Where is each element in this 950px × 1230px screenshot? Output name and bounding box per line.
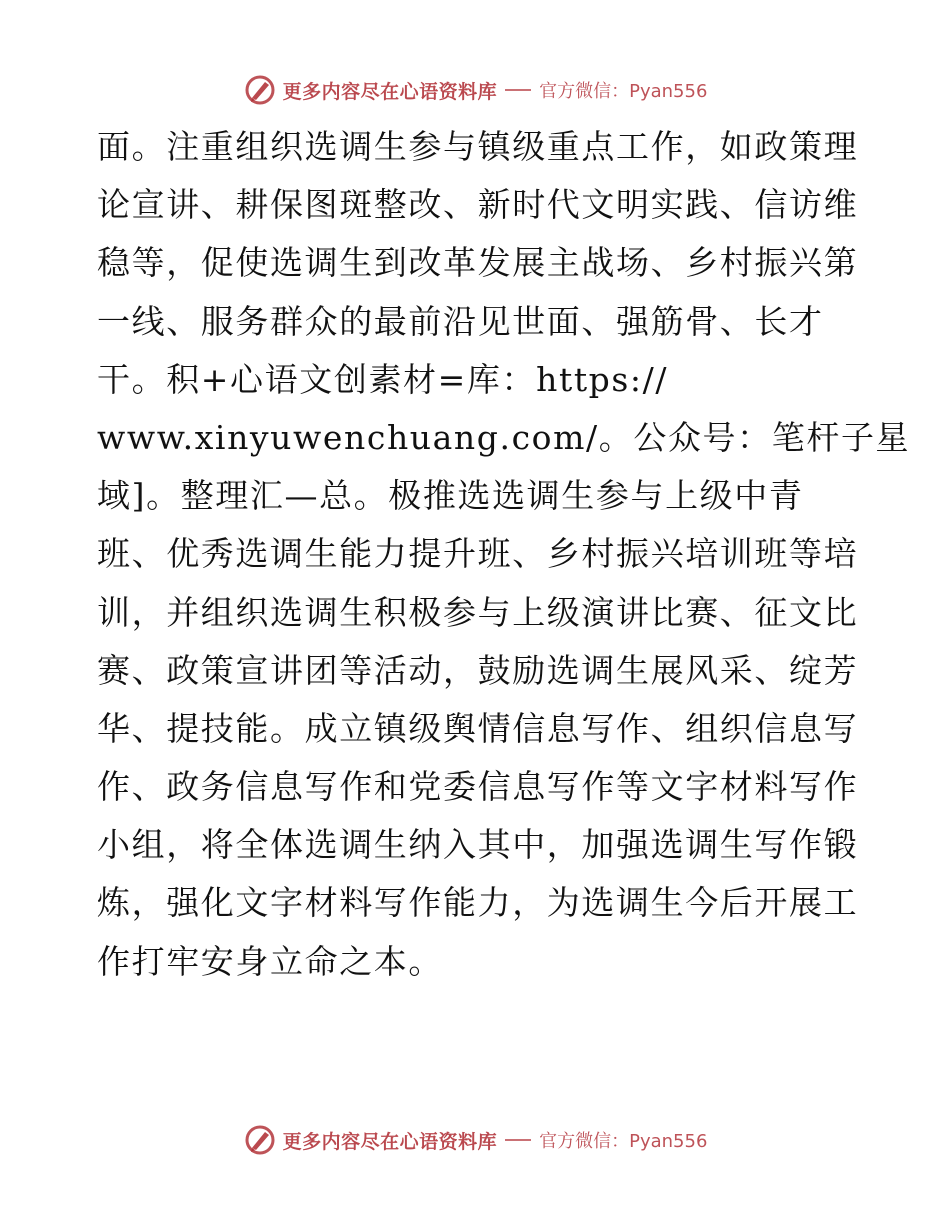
body-line: 赛、政策宣讲团等活动，鼓励选调生展风采、绽芳 — [97, 650, 859, 690]
watermark-sub-text: 官方微信：Pyan556 — [539, 1131, 708, 1152]
body-line: 面。注重组织选调生参与镇级重点工作，如政策理 — [97, 127, 859, 166]
pen-logo-icon — [243, 73, 277, 107]
body-text — [97, 118, 911, 991]
body-line: 炼，强化文字材料写作能力，为选调生今后开展工 — [97, 883, 859, 923]
body-line: 作、政务信息写作和党委信息写作等文字材料写作 — [97, 767, 859, 807]
body-line: 论宣讲、耕保图斑整改、新时代文明实践、信访维 — [97, 185, 859, 225]
watermark-main-text: 更多内容尽在心语资料库 — [282, 80, 498, 103]
watermark-main-text: 更多内容尽在心语资料库 — [282, 1130, 498, 1153]
body-line: 干。积+心语文创素材=库：https:// — [97, 359, 669, 399]
body-line: www.xinyuwenchuang.com/。公众号：笔杆子星 — [97, 417, 911, 457]
body-line: 小组，将全体选调生纳入其中，加强选调生写作锻 — [97, 825, 859, 865]
header-watermark — [0, 70, 950, 110]
footer-watermark — [0, 1120, 950, 1160]
watermark-sub-text: 官方微信：Pyan556 — [539, 81, 708, 102]
pen-logo-icon — [243, 1123, 277, 1157]
body-line: 作打牢安身立命之本。 — [97, 941, 443, 981]
body-line: 域]。整理汇—总。极推选选调生参与上级中青 — [97, 476, 804, 516]
body-line: 训，并组织选调生积极参与上级演讲比赛、征文比 — [97, 592, 859, 632]
body-line: 稳等，促使选调生到改革发展主战场、乡村振兴第 — [97, 243, 859, 283]
watermark-divider — [505, 89, 531, 91]
body-line: 华、提技能。成立镇级舆情信息写作、组织信息写 — [97, 708, 859, 748]
body-line: 一线、服务群众的最前沿见世面、强筋骨、长才 — [97, 301, 824, 341]
watermark-divider — [505, 1139, 531, 1141]
body-line: 班、优秀选调生能力提升班、乡村振兴培训班等培 — [97, 534, 859, 574]
